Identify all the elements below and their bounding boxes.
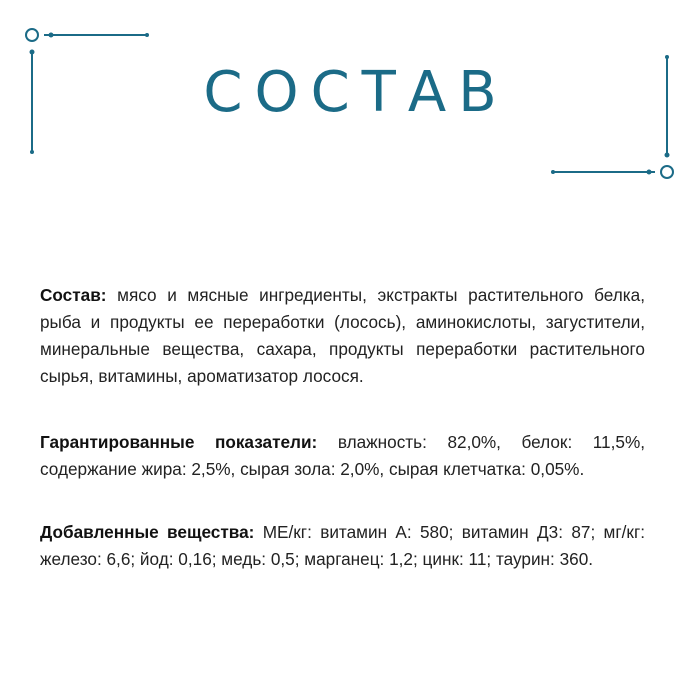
added-substances-section [40,519,645,573]
section-text: МЕ/кг: витамин А: 580; витамин Д3: 87; мг/кг: железо: 6,6; йод: 0,16; медь: 0,5; марганец: 1,2; цинк: 11; таурин: 360. [40,522,645,569]
composition-section [40,282,645,390]
section-label: Гарантированные показатели: [40,432,318,452]
section-text: влажность: 82,0%, белок: 11,5%, содержание жира: 2,5%, сырая зола: 2,0%, сырая клетчатка: 0,05%. [40,432,646,479]
section-text: мясо и мясные ингредиенты, экстракты растительного белка, рыба и продукты ее переработки (лосось), аминокислоты, загустители, минеральные вещества, сахара, продукты переработки растительного сырья, витамины, ароматизатор лосося. [40,285,645,386]
section-label: Добавленные вещества: [40,522,255,542]
page-title: СОСТАВ [203,60,509,125]
guaranteed-indicators-section [40,429,645,483]
section-label: Состав: [40,285,107,305]
